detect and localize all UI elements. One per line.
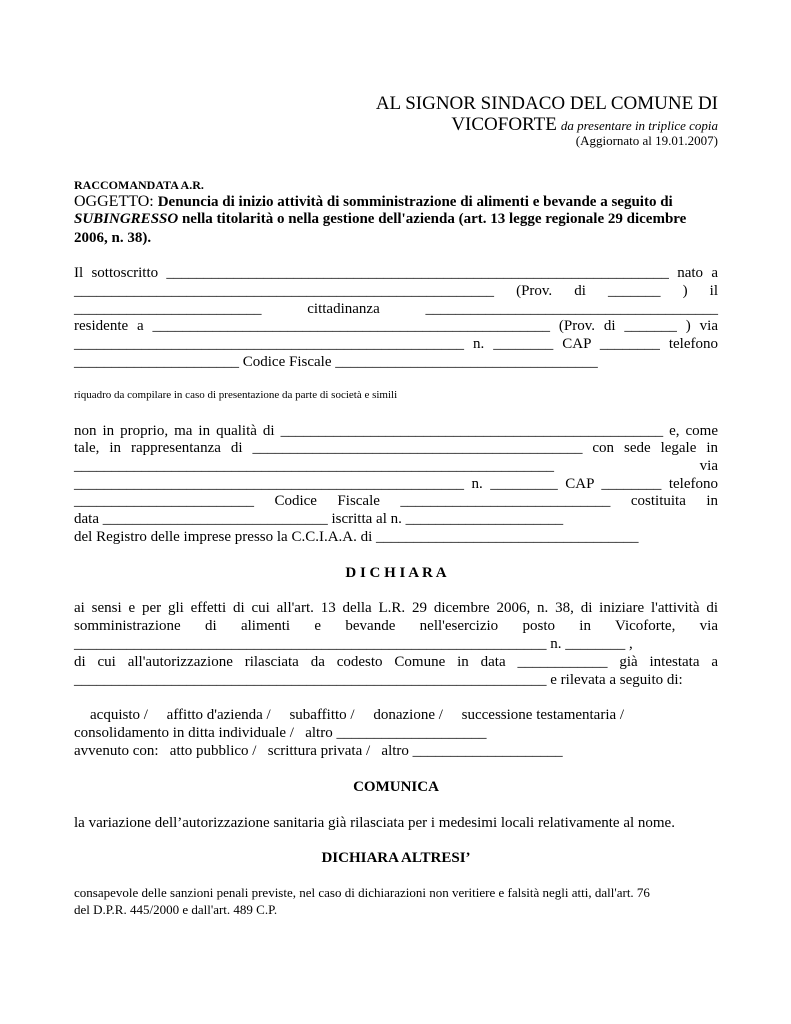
update-date: (Aggiornato al 19.01.2007) [575, 133, 718, 148]
altresi-title: DICHIARA ALTRESI’ [321, 850, 471, 866]
company-line-6: data ______________________________ iscritta al n. _____________________ [74, 511, 564, 527]
person-line-6: ______________________ Codice Fiscale ___________________________________ [74, 354, 598, 370]
dichiara-line-3: _______________________________________________________________ n. ________ , [74, 636, 633, 652]
company-line-1: non in proprio, ma in qualità di ___________________________________________________ e, come [74, 423, 718, 439]
addressee-line-2 [300, 115, 718, 134]
dichiara-line-4: di cui all'autorizzazione rilasciata da codesto Comune in data ____________ già intestata a [74, 654, 718, 670]
comunica-title: COMUNICA [353, 779, 439, 795]
options-line-2: consolidamento in ditta individuale / altro ____________________ [74, 725, 487, 741]
raccomandata-label: RACCOMANDATA A.R. [74, 178, 204, 192]
person-line-4: residente a _____________________________________________________ (Prov. di _______ ) via [74, 318, 718, 334]
person-line-5: ____________________________________________________ n. ________ CAP ________ telefono [74, 336, 718, 352]
comunica-text: la variazione dell’autorizzazione sanitaria già rilasciata per i medesimi locali relativamente al nome. [74, 815, 675, 831]
options-line-3: avvenuto con: atto pubblico / scrittura privata / altro ____________________ [74, 743, 563, 759]
altresi-line-1: consapevole delle sanzioni penali previste, nel caso di dichiarazioni non veritiere e falsità negli atti, dall'art. 76 [74, 885, 650, 900]
subingresso-label: SUBINGRESSO [74, 211, 179, 227]
options-line-1: acquisto / affitto d'azienda / subaffitto / donazione / successione testamentaria / [90, 707, 625, 723]
person-line-1: Il sottoscritto ___________________________________________________________________ nato a [74, 265, 718, 281]
dichiara-line-1: ai sensi e per gli effetti di cui all'art. 13 della L.R. 29 dicembre 2006, n. 38, di iniziare l'attività di [74, 600, 718, 616]
subject-line-1 [74, 194, 718, 210]
company-line-4: ____________________________________________________ n. _________ CAP ________ telefono [74, 476, 718, 492]
altresi-line-2: del D.P.R. 445/2000 e dall'art. 489 C.P. [74, 902, 278, 917]
dichiara-line-5: _______________________________________________________________ e rilevata a seguito di: [74, 672, 683, 688]
oggetto-label: OGGETTO: [74, 193, 154, 210]
person-line-3: _________________________ cittadinanza _______________________________________ [74, 301, 718, 317]
addressee-line: AL SIGNOR SINDACO DEL COMUNE DI [375, 93, 718, 114]
person-line-2: ________________________________________________________ (Prov. di _______ ) il [74, 283, 718, 299]
company-line-2: tale, in rappresentanza di ____________________________________________ con sede legale in [74, 440, 718, 456]
comune-name: VICOFORTE [451, 114, 557, 135]
company-note: riquadro da compilare in caso di presentazione da parte di società e simili [74, 389, 398, 401]
company-line-5: ________________________ Codice Fiscale ____________________________ costituita in [74, 493, 718, 509]
subject-text-2: nella titolarità o nella gestione dell'azienda (art. 13 legge regionale 29 dicembre [181, 211, 687, 227]
company-line-3: ________________________________________________________________ via [74, 458, 718, 474]
subject-line-2 [74, 212, 718, 227]
subject-line-3: 2006, n. 38). [74, 230, 152, 246]
copy-note: da presentare in triplice copia [560, 118, 718, 133]
subject-text-1: Denuncia di inizio attività di somministrazione di alimenti e bevande a seguito di [157, 194, 673, 210]
dichiara-title: D I C H I A R A [345, 565, 447, 581]
dichiara-line-2: somministrazione di alimenti e bevande nell'esercizio posto in Vicoforte, via [74, 618, 718, 634]
company-line-7: del Registro delle imprese presso la C.C.I.A.A. di ___________________________________ [74, 529, 639, 545]
